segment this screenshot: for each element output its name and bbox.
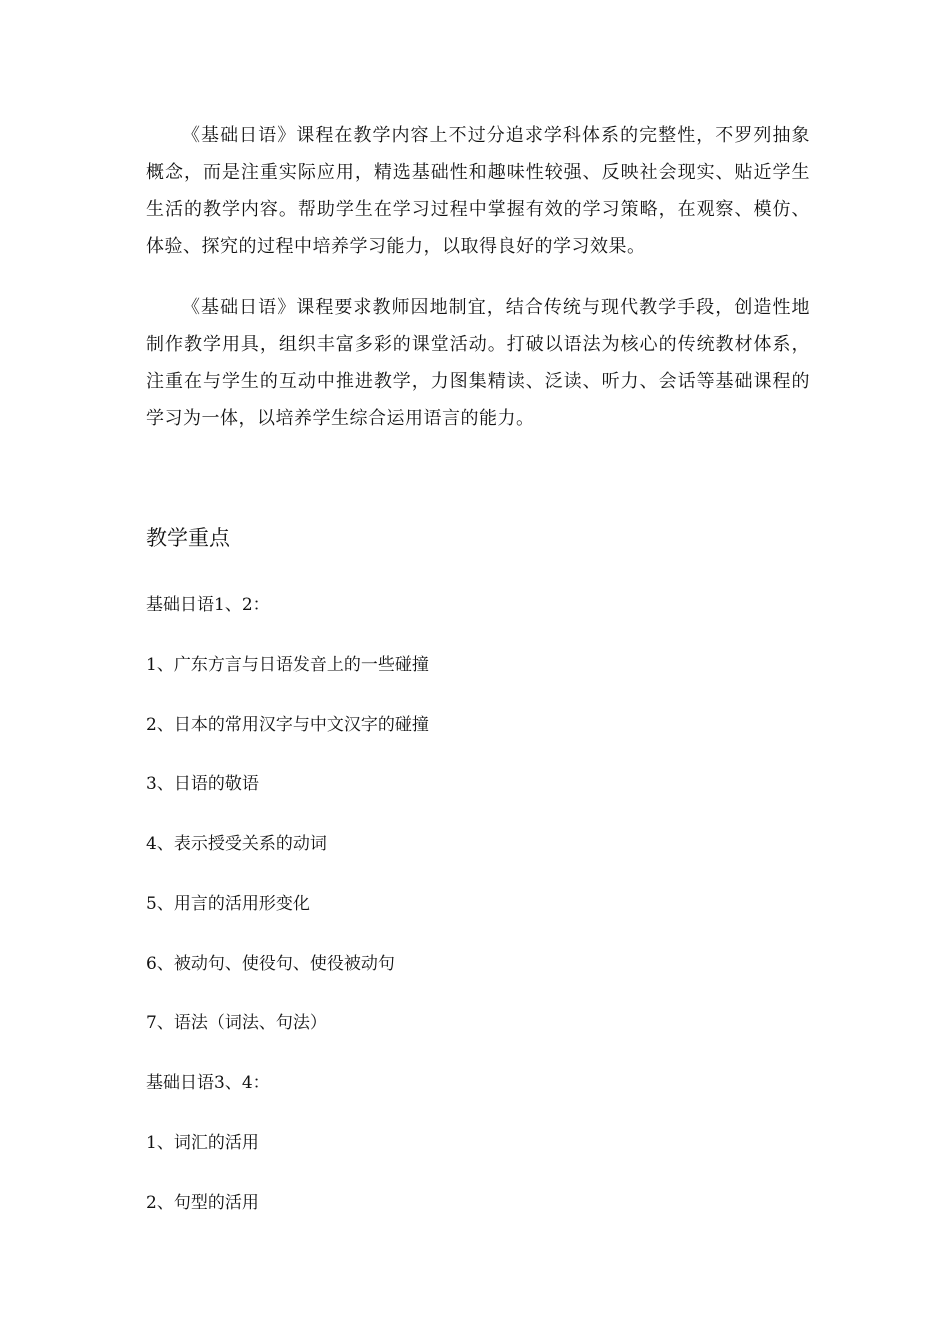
list-item: 1、广东方言与日语发音上的一些碰撞 — [146, 654, 429, 675]
list-item: 5、用言的活用形变化 — [146, 893, 310, 914]
intro-paragraph-2: 《基础日语》课程要求教师因地制宜，结合传统与现代教学手段，创造性地制作教学用具，组织丰富多彩的课堂活动。打破以语法为核心的传统教材体系，注重在与学生的互动中推进教学，力图集精读、泛读、听力、会话等基础课程的学习为一体，以培养学生综合运用语言的能力。 — [146, 297, 810, 429]
list-item: 4、表示授受关系的动词 — [146, 834, 327, 854]
key-points-list — [146, 590, 429, 1247]
list-item: 2、日本的常用汉字与中文汉字的碰撞 — [146, 714, 429, 735]
section-heading: 教学重点 — [146, 526, 230, 550]
intro-paragraph-1: 《基础日语》课程在教学内容上不过分追求学科体系的完整性，不罗列抽象概念，而是注重实际应用，精选基础性和趣味性较强、反映社会现实、贴近学生生活的教学内容。帮助学生在学习过程中掌握有效的学习策略，在观察、模仿、体验、探究的过程中培养学习能力，以取得良好的学习效果。 — [146, 125, 810, 257]
list-item: 2、句型的活用 — [146, 1192, 259, 1213]
subsection-label-basic-1-2: 基础日语1、2： — [146, 595, 270, 615]
list-item: 1、词汇的活用 — [146, 1132, 259, 1153]
list-item: 3、日语的敬语 — [146, 774, 259, 795]
list-item: 7、语法（词法、句法） — [146, 1013, 327, 1034]
subsection-label-basic-3-4: 基础日语3、4： — [146, 1073, 270, 1093]
list-item: 6、被动句、使役句、使役被动句 — [146, 953, 395, 974]
